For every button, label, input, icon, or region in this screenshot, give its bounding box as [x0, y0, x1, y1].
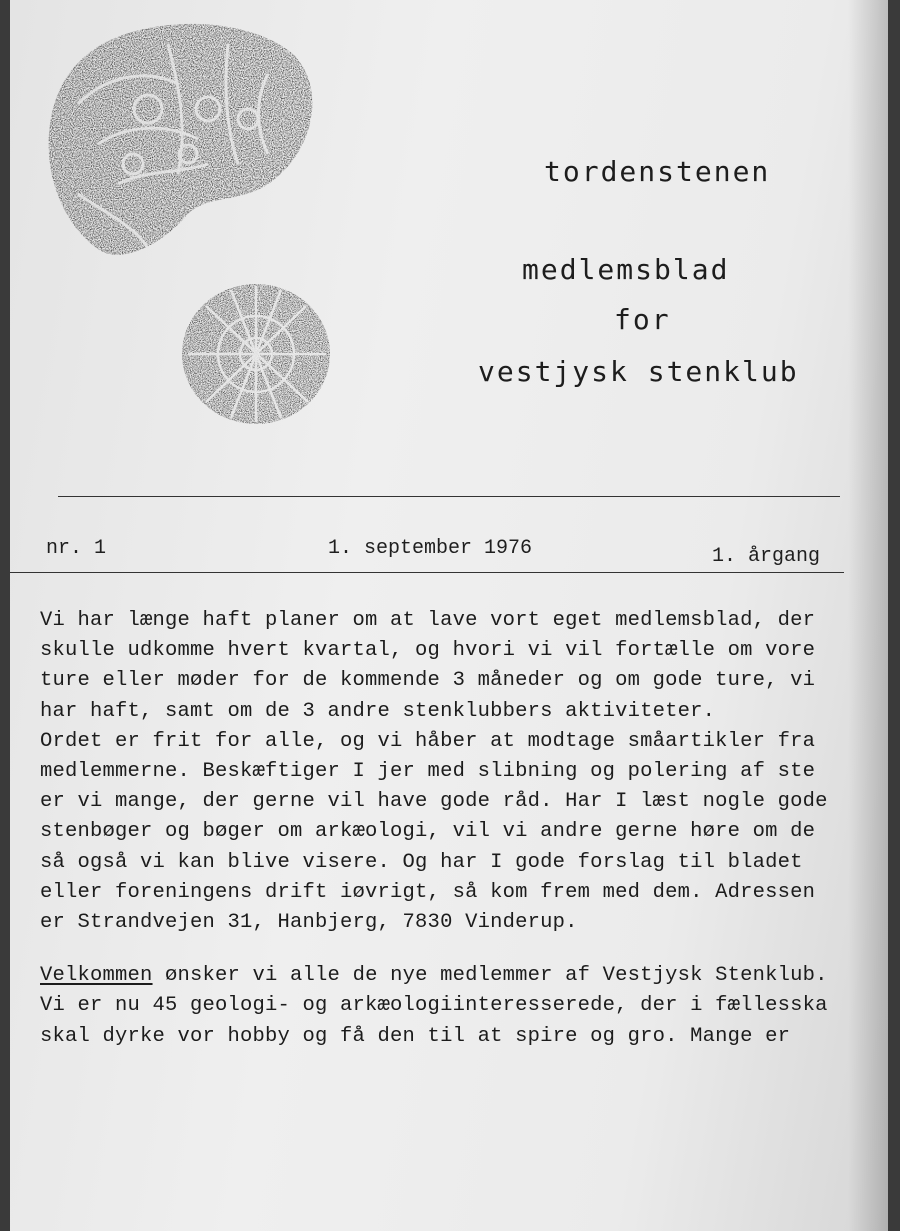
issue-info-row [46, 537, 846, 567]
article-body [40, 606, 880, 1052]
subtitle-line-3: vestjysk stenklub [478, 355, 799, 388]
subtitle-line-1: medlemsblad [522, 253, 730, 286]
issue-date: 1. september 1976 [328, 537, 533, 560]
newsletter-title: tordenstenen [544, 155, 771, 188]
issue-volume: 1. årgang [712, 545, 821, 568]
paragraph-2-line: skal dyrke vor hobby og få den til at spire og gro. Mange er [40, 1024, 791, 1048]
newsletter-page [10, 0, 888, 1231]
subtitle-line-2: for [614, 303, 671, 336]
paragraph-2-line: Vi er nu 45 geologi- og arkæologiinteresserede, der i fællesska [40, 994, 828, 1018]
welcome-line-rest: ønsker vi alle de nye medlemmer af Vestjysk Stenklub. [152, 964, 828, 988]
fossil-stamp-large-icon [38, 14, 318, 266]
bottom-rule [10, 572, 844, 573]
paragraph-1-line: stenbøger og bøger om arkæologi, vil vi andre gerne høre om de [40, 820, 816, 844]
paragraph-1-line: så også vi kan blive visere. Og har I gode forslag til bladet [40, 850, 803, 874]
paragraph-1-line: har haft, samt om de 3 andre stenklubbers aktiviteter. [40, 699, 716, 723]
page-edge-shadow [848, 0, 888, 1231]
paragraph-2-first-line [40, 961, 880, 991]
paragraph-1-line: skulle udkomme hvert kvartal, og hvori vi vil fortælle om vore [40, 639, 816, 663]
paragraph-1-line: ture eller møder for de kommende 3 måneder og om gode ture, vi [40, 669, 816, 693]
paragraph-1-line: eller foreningens drift iøvrigt, så kom frem med dem. Adressen [40, 880, 816, 904]
paragraph-1-line: Vi har længe haft planer om at lave vort eget medlemsblad, der [40, 609, 816, 632]
paragraph-1-line: er Strandvejen 31, Hanbjerg, 7830 Vinderup. [40, 911, 578, 935]
paragraph-1-line: er vi mange, der gerne vil have gode råd. Har I læst nogle gode [40, 790, 828, 814]
fossil-stamp-round-icon [176, 278, 334, 428]
paragraph-1-line: medlemmerne. Beskæftiger I jer med slibning og polering af ste [40, 760, 816, 784]
issue-number: nr. 1 [46, 537, 107, 560]
top-rule [58, 496, 840, 497]
welcome-word: Velkommen [40, 964, 153, 988]
paragraph-1-line: Ordet er frit for alle, og vi håber at modtage småartikler fra [40, 729, 816, 753]
